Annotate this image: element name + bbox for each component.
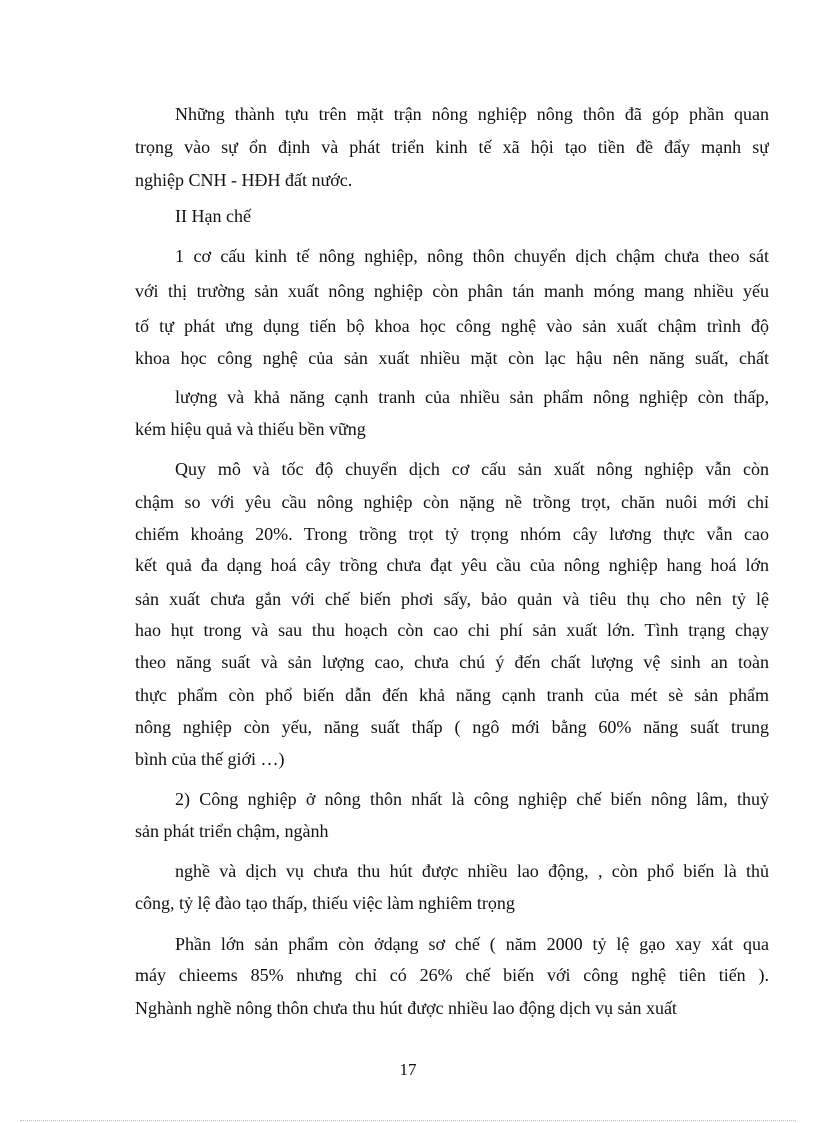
body-line: công, tỷ lệ đào tạo thấp, thiếu việc làm nghiêm trọng bbox=[135, 893, 515, 913]
body-line: chiếm khoảng 20%. Trong trồng trọt tỷ trọng nhóm cây lương thực vẫn cao bbox=[135, 524, 769, 544]
body-line: theo năng suất và sản lượng cao, chưa chú ý đến chất lượng vệ sinh an toàn bbox=[135, 652, 769, 672]
body-line: nghiệp CNH - HĐH đất nước. bbox=[135, 170, 353, 190]
page-number: 17 bbox=[399, 1060, 417, 1079]
body-line: máy chieems 85% nhưng chỉ có 26% chế biến với công nghệ tiên tiến ). bbox=[135, 965, 769, 985]
body-line: Những thành tựu trên mặt trận nông nghiệp nông thôn đã góp phần quan bbox=[175, 104, 769, 124]
body-line: kết quả đa dạng hoá cây trồng chưa đạt yêu cầu của nông nghiệp hang hoá lớn bbox=[135, 555, 769, 575]
body-line: 1 cơ cấu kinh tế nông nghiệp, nông thôn chuyển dịch chậm chưa theo sát bbox=[175, 246, 769, 266]
body-line: Quy mô và tốc độ chuyển dịch cơ cấu sản xuất nông nghiệp vẫn còn bbox=[175, 459, 769, 479]
body-line: với thị trường sản xuất nông nghiệp còn phân tán manh móng mang nhiều yếu bbox=[135, 281, 769, 301]
body-line: chậm so với yêu cầu nông nghiệp còn nặng nề trồng trọt, chăn nuôi mới chỉ bbox=[135, 492, 769, 512]
page-bottom-divider bbox=[20, 1120, 796, 1121]
body-line: tố tự phát ưng dụng tiến bộ khoa học công nghệ vào sản xuất chậm trình độ bbox=[135, 316, 769, 336]
body-line: lượng và khả năng cạnh tranh của nhiều sản phẩm nông nghiệp còn thấp, bbox=[175, 387, 769, 407]
body-line: nghề và dịch vụ chưa thu hút được nhiều lao động, , còn phổ biến là thủ bbox=[175, 861, 769, 881]
body-line: bình của thế giới …) bbox=[135, 749, 285, 769]
body-line: thực phẩm còn phổ biến dẫn đến khả năng cạnh tranh của mét sè sản phẩm bbox=[135, 685, 769, 705]
body-line: Nghành nghề nông thôn chưa thu hút được nhiều lao động dịch vụ sản xuất bbox=[135, 998, 677, 1018]
body-line: kém hiệu quả và thiếu bền vững bbox=[135, 419, 366, 439]
body-line: Phần lớn sản phẩm còn ởdạng sơ chế ( năm 2000 tỷ lệ gạo xay xát qua bbox=[175, 934, 769, 954]
body-line: nông nghiệp còn yếu, năng suất thấp ( ngô mới bằng 60% năng suất trung bbox=[135, 717, 769, 737]
body-line: hao hụt trong và sau thu hoạch còn cao chi phí sản xuất lớn. Tình trạng chạy bbox=[135, 620, 769, 640]
body-line: 2) Công nghiệp ở nông thôn nhất là công nghiệp chế biến nông lâm, thuỷ bbox=[175, 789, 769, 809]
section-heading: II Hạn chế bbox=[175, 206, 251, 226]
body-line: sản xuất chưa gắn với chế biến phơi sấy, bảo quản và tiêu thụ cho nên tỷ lệ bbox=[135, 589, 769, 609]
body-line: trọng vào sự ổn định và phát triển kinh tế xã hội tạo tiền đề đẩy mạnh sự bbox=[135, 137, 769, 157]
body-line: khoa học công nghệ của sản xuất nhiều mặt còn lạc hậu nên năng suất, chất bbox=[135, 348, 769, 368]
body-line: sản phát triển chậm, ngành bbox=[135, 821, 329, 841]
